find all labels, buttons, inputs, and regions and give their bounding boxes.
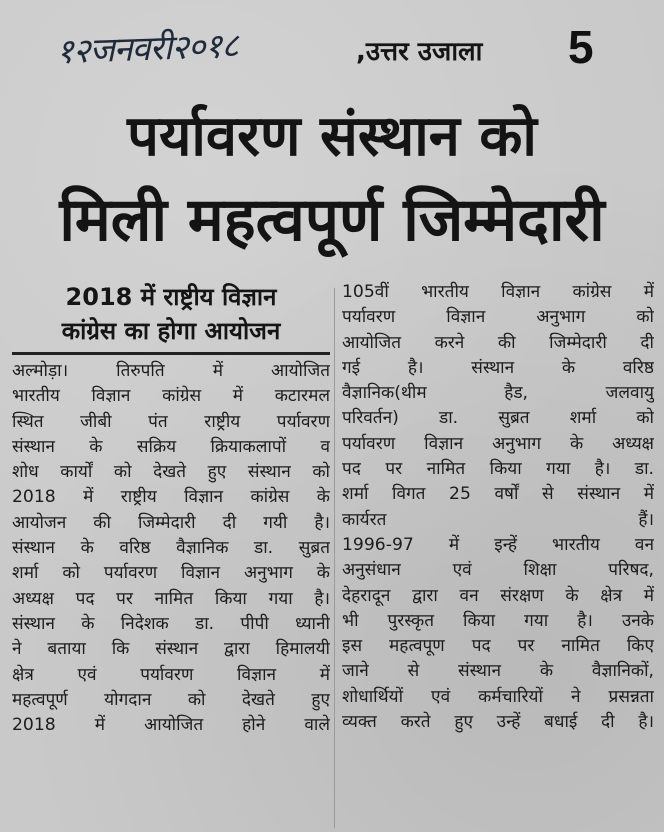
article-line: 2018 में राष्ट्रीय विज्ञान कांग्रेस के <box>12 487 330 508</box>
article-line: 1996-97 में इन्हें भारतीय वन <box>342 534 654 555</box>
headline-line-1: पर्यावरण संस्थान को <box>127 104 537 169</box>
article-line: स्थित जीबी पंत राष्ट्रीय पर्यावरण <box>12 411 330 432</box>
article-line: महत्वपूर्ण योगदान को देखते हुए <box>12 689 330 710</box>
article-line: परिवर्तन) डा. सुब्रत शर्मा को <box>342 408 654 429</box>
article-line: अध्यक्ष पद पर नामित किया गया है। <box>12 588 330 609</box>
article-column-right <box>342 280 654 735</box>
column-divider <box>334 288 335 828</box>
article-line: ने बताया कि संस्थान द्वारा हिमालयी <box>12 639 330 660</box>
article-body-right <box>342 280 654 735</box>
article-line: अनुसंधान एवं शिक्षा परिषद, <box>342 560 654 581</box>
subheadline <box>12 280 330 355</box>
article-line: व्यक्त करते हुए उन्हें बधाई दी है। <box>342 712 654 733</box>
article-line: अल्मोड़ा। तिरुपति में आयोजित <box>12 361 330 381</box>
masthead <box>56 18 646 78</box>
article-line: शोधार्थियों एवं कर्मचारियों ने प्रसन्नता <box>342 686 654 707</box>
article-line: संस्थान के वरिष्ठ वैज्ञानिक डा. सुब्रत <box>12 538 330 559</box>
article-body-left <box>12 359 330 738</box>
article-line: वैज्ञानिक(थीम हैड, जलवायु <box>342 383 654 404</box>
newspaper-name: ,उत्तर उजाला <box>356 37 483 67</box>
article-line: आयोजन की जिम्मेदारी दी गयी है। <box>12 512 330 533</box>
headline-line-2: मिली महत्वपूर्ण जिम्मेदारी <box>59 185 605 255</box>
article-line: शर्मा विगत 25 वर्षों से संस्थान में <box>342 484 654 505</box>
article-line: देहरादून द्वारा वन संरक्षण के क्षेत्र में <box>342 585 654 606</box>
article-line: जाने से संस्थान के वैज्ञानिकों, <box>342 661 654 682</box>
article-line: शर्मा को पर्यावरण विज्ञान अनुभाग के <box>12 563 330 584</box>
article-line: 2018 में आयोजित होने वाले <box>12 715 330 736</box>
subheadline-line-1: 2018 में राष्ट्रीय विज्ञान <box>65 283 277 311</box>
article-line: इस महत्वपूण पद पर नामित किए <box>342 636 654 657</box>
page-number: 5 <box>568 21 594 73</box>
article-line: गई है। संस्थान के वरिष्ठ <box>342 357 654 378</box>
article-line: पर्यावरण विज्ञान अनुभाग को <box>342 307 654 328</box>
handwritten-date: १२जनवरी२०१८ <box>55 25 239 73</box>
article-line: शोध कार्यों को देखते हुए संस्थान को <box>12 462 330 483</box>
article-line: संस्थान के सक्रिय क्रियाकलापों व <box>12 436 330 457</box>
article-line: पर्यावरण विज्ञान अनुभाग के अध्यक्ष <box>342 433 654 454</box>
subheadline-line-2: कांग्रेस का होगा आयोजन <box>61 317 281 345</box>
article-line: आयोजित करने की जिम्मेदारी दी <box>342 332 654 353</box>
article-line: संस्थान के निदेशक डा. पीपी ध्यानी <box>12 613 330 634</box>
article-line: कार्यरत हैं। <box>342 509 654 530</box>
article-line: भी पुरस्कृत किया गया है। उनके <box>342 610 654 631</box>
article-line: 105वीं भारतीय विज्ञान कांग्रेस में <box>342 282 654 302</box>
article-column-left <box>12 280 330 738</box>
article-line: क्षेत्र एवं पर्यावरण विज्ञान में <box>12 664 330 685</box>
article-line: भारतीय विज्ञान कांग्रेस में कटारमल <box>12 386 330 407</box>
article-line: पद पर नामित किया गया है। डा. <box>342 459 654 480</box>
